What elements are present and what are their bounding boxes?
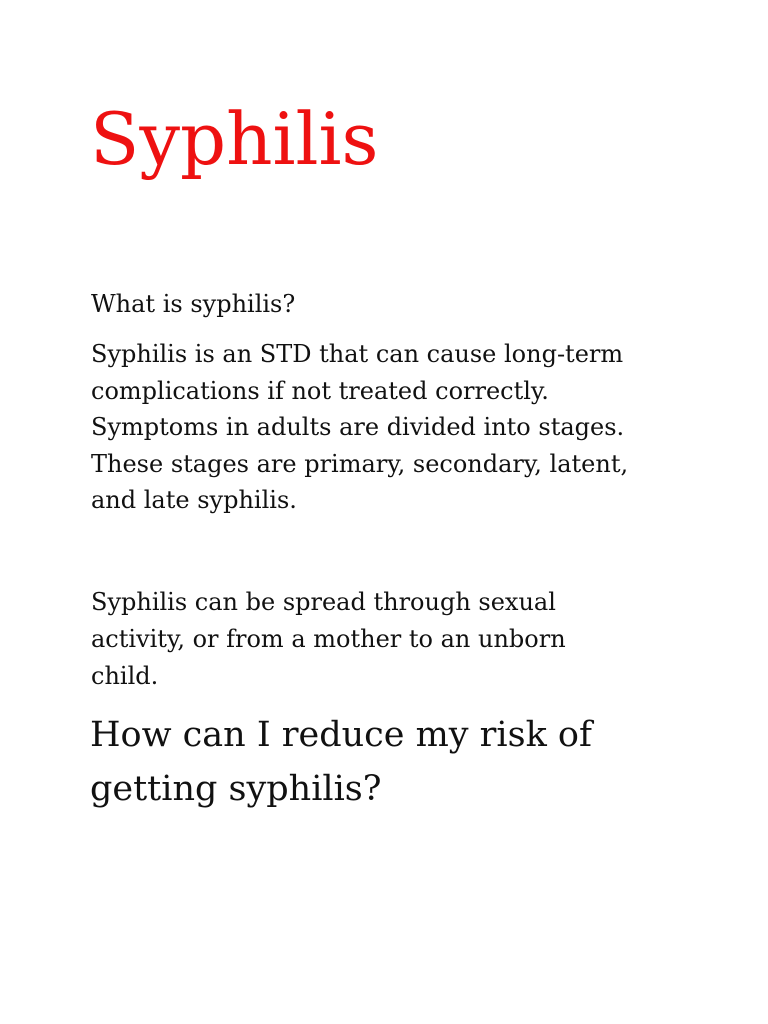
section-question: What is syphilis? bbox=[91, 290, 296, 318]
transmission-paragraph bbox=[91, 584, 691, 695]
page-title: Syphilis bbox=[90, 97, 379, 181]
paragraph-line: activity, or from a mother to an unborn bbox=[91, 625, 566, 653]
heading-line: getting syphilis? bbox=[90, 769, 382, 809]
paragraph-line: Syphilis is an STD that can cause long-term bbox=[91, 340, 624, 368]
paragraph-line: Syphilis can be spread through sexual bbox=[91, 588, 556, 616]
section-heading bbox=[90, 708, 730, 816]
definition-paragraph bbox=[91, 336, 691, 519]
paragraph-line: complications if not treated correctly. bbox=[91, 376, 549, 405]
paragraph-line: and late syphilis. bbox=[91, 486, 297, 514]
paragraph-line: These stages are primary, secondary, latent, bbox=[91, 449, 629, 478]
paragraph-line: child. bbox=[91, 662, 159, 690]
heading-line: How can I reduce my risk of bbox=[90, 715, 592, 755]
paragraph-line: Symptoms in adults are divided into stages. bbox=[91, 413, 625, 441]
